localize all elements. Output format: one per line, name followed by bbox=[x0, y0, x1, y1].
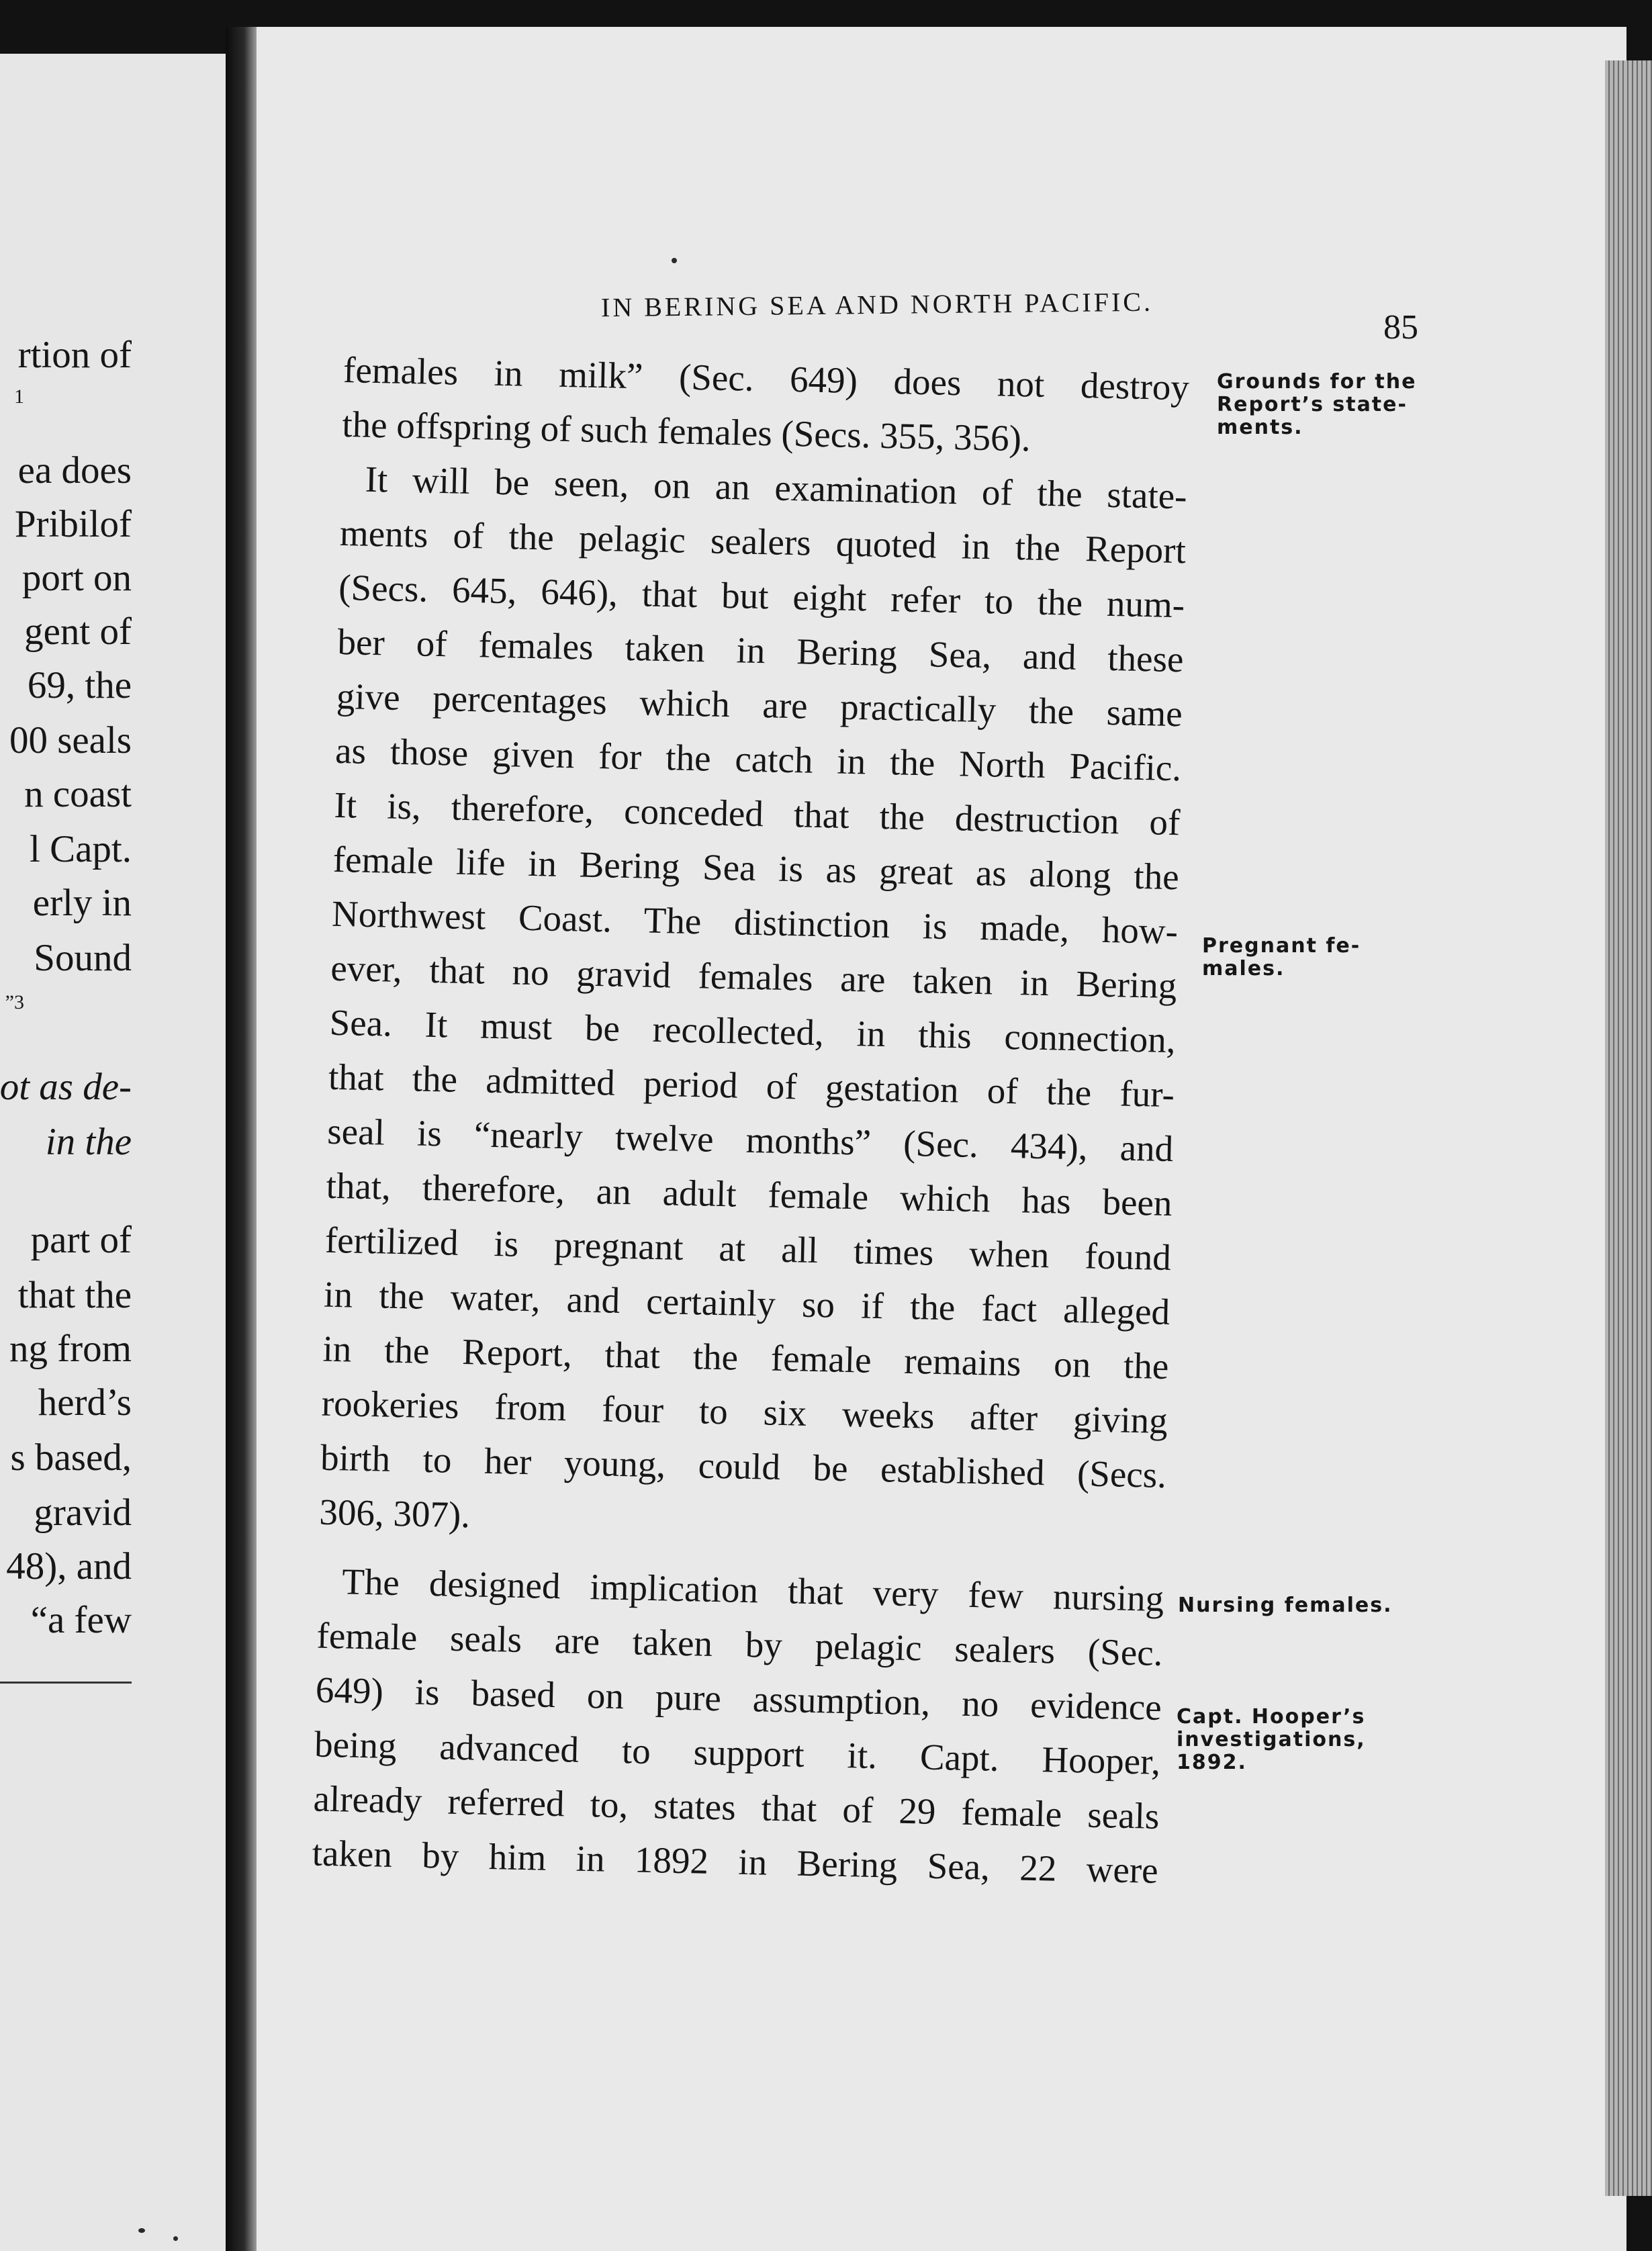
dust-speck bbox=[173, 2236, 178, 2241]
text-line: It is, therefore, conceded that the destruction of bbox=[333, 784, 1181, 843]
text-line: ments of the pelagic sealers quoted in the Report bbox=[339, 512, 1187, 571]
margin-note-line: ments. bbox=[1217, 416, 1303, 439]
text-line: ever, that no gravid females are taken in Bering bbox=[330, 947, 1177, 1007]
text-line: female seals are taken by pelagic sealers (Sec. bbox=[316, 1614, 1164, 1673]
margin-note-line: investigations, bbox=[1177, 1728, 1366, 1751]
text-line: females in milk” (Sec. 649) does not destroy bbox=[342, 349, 1190, 408]
text-line: as those given for the catch in the North Pacific. bbox=[334, 729, 1182, 789]
dust-speck bbox=[672, 258, 677, 263]
text-line: that, therefore, an adult female which has been bbox=[326, 1164, 1173, 1224]
margin-note-grounds bbox=[1217, 371, 1416, 439]
margin-note-line: Pregnant fe- bbox=[1202, 934, 1361, 958]
facing-page-footnote-mark: ”3 bbox=[5, 991, 24, 1013]
facing-page-line: ng from bbox=[9, 1328, 132, 1370]
text-line: in the water, and certainly so if the fact alleged bbox=[323, 1273, 1171, 1333]
facing-page-line: ot as de- bbox=[0, 1066, 132, 1108]
margin-note-pregnant bbox=[1202, 935, 1361, 980]
text-line: Northwest Coast. The distinction is made, how- bbox=[331, 892, 1179, 952]
facing-page-line: erly in bbox=[32, 882, 132, 924]
facing-page-line: part of bbox=[30, 1219, 132, 1261]
facing-page-line: in the bbox=[45, 1121, 132, 1163]
text-line: being advanced to support it. Capt. Hooper, bbox=[314, 1723, 1161, 1782]
facing-page-line: “a few bbox=[30, 1599, 132, 1641]
facing-page-line: Sound bbox=[34, 937, 132, 979]
margin-note-nursing bbox=[1178, 1594, 1392, 1617]
facing-page-line: rtion of bbox=[17, 334, 132, 376]
text-line: the offspring of such females (Secs. 355, 356). bbox=[341, 403, 1031, 459]
running-head: IN BERING SEA AND NORTH PACIFIC. bbox=[600, 286, 1154, 323]
text-line: female life in Bering Sea is as great as along the bbox=[332, 838, 1180, 898]
text-line: The designed implication that very few nursing bbox=[341, 1561, 1164, 1619]
facing-page-line: Pribilof bbox=[14, 503, 132, 545]
facing-page-line: 48), and bbox=[6, 1545, 132, 1588]
text-line: 649) is based on pure assumption, no evidence bbox=[315, 1669, 1162, 1728]
facing-page-line: ea does bbox=[17, 449, 132, 492]
facing-page-footnote-mark: 1 bbox=[14, 385, 24, 408]
text-line: seal is “nearly twelve months” (Sec. 434), and bbox=[326, 1110, 1174, 1170]
margin-note-line: Report’s state- bbox=[1217, 393, 1408, 416]
facing-page-line: port on bbox=[21, 557, 132, 599]
text-line: already referred to, states that of 29 female seals bbox=[312, 1778, 1160, 1837]
facing-page-line: gent of bbox=[24, 610, 132, 653]
margin-note-hooper bbox=[1177, 1706, 1366, 1774]
text-line: rookeries from four to six weeks after giving bbox=[321, 1382, 1168, 1442]
text-line: birth to her young, could be established (Secs. bbox=[320, 1436, 1167, 1496]
margin-note-line: males. bbox=[1202, 957, 1285, 980]
facing-page-line: 00 seals bbox=[9, 719, 132, 762]
text-line: Sea. It must be recollected, in this connection, bbox=[329, 1001, 1177, 1061]
dust-speck bbox=[138, 2228, 145, 2233]
facing-page-line: l Capt. bbox=[30, 828, 132, 870]
page-edges bbox=[1605, 60, 1652, 2196]
text-line: ber of females taken in Bering Sea, and these bbox=[337, 621, 1185, 680]
margin-note-line: Capt. Hooper’s bbox=[1177, 1705, 1366, 1729]
page-number: 85 bbox=[1383, 308, 1418, 347]
text-line: It will be seen, on an examination of the state- bbox=[365, 458, 1188, 517]
text-line: that the admitted period of gestation of the fur- bbox=[328, 1056, 1175, 1115]
margin-note-line: Grounds for the bbox=[1217, 370, 1417, 394]
book-gutter bbox=[226, 27, 257, 2251]
facing-page bbox=[0, 54, 226, 2251]
text-line: (Secs. 645, 646), that but eight refer to the num- bbox=[338, 566, 1185, 626]
facing-page-line: gravid bbox=[34, 1491, 132, 1534]
facing-page-line: herd’s bbox=[38, 1381, 132, 1424]
footnote-rule bbox=[0, 1682, 132, 1684]
body-text bbox=[312, 342, 1190, 1898]
margin-note-line: 1892. bbox=[1177, 1751, 1247, 1774]
text-line: in the Report, that the female remains on the bbox=[322, 1328, 1169, 1387]
text-line: fertilized is pregnant at all times when found bbox=[324, 1219, 1172, 1279]
text-line: 306, 307). bbox=[318, 1491, 471, 1536]
margin-note-line: Nursing females. bbox=[1178, 1594, 1393, 1617]
text-line: taken by him in 1892 in Bering Sea, 22 were bbox=[312, 1832, 1159, 1891]
facing-page-line: that the bbox=[17, 1274, 132, 1316]
text-line: give percentages which are practically the same bbox=[336, 675, 1183, 735]
facing-page-line: 69, the bbox=[27, 664, 132, 706]
facing-page-line: s based, bbox=[10, 1436, 132, 1479]
facing-page-line: n coast bbox=[24, 773, 132, 815]
